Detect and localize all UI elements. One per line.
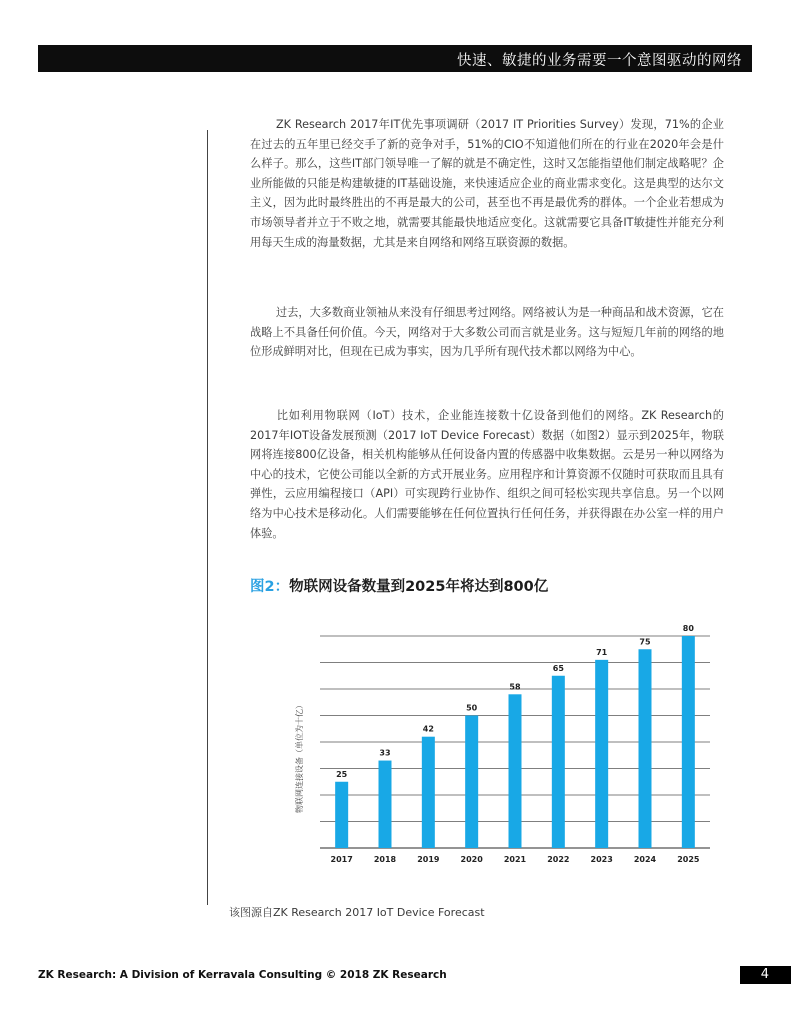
body-paragraph-3	[250, 406, 724, 543]
data-label: 65	[552, 663, 564, 673]
body-paragraph-2	[250, 303, 724, 362]
footer-copyright: ZK Research: A Division of Kerravala Consulting © 2018 ZK Research	[38, 969, 447, 981]
data-label: 42	[422, 724, 434, 734]
page-number: 4	[760, 967, 769, 982]
figure-label: 图2：	[250, 579, 290, 595]
data-label: 50	[466, 703, 478, 713]
page-number-box	[740, 966, 791, 984]
bar	[422, 737, 435, 848]
x-tick-label: 2020	[460, 855, 483, 864]
y-axis-label: 物联网连接设备（单位为十亿）	[295, 701, 304, 813]
data-label: 25	[336, 769, 348, 779]
bar	[552, 676, 565, 848]
bar	[465, 716, 478, 849]
figure-title	[250, 575, 548, 596]
iot-device-bar-chart	[290, 618, 720, 870]
bar	[639, 649, 652, 848]
bar	[509, 694, 522, 848]
x-tick-label: 2018	[373, 855, 397, 864]
x-tick-label: 2024	[633, 855, 657, 864]
x-tick-label: 2017	[330, 855, 353, 864]
paragraph-3-text: 比如利用物联网（IoT）技术，企业能连接数十亿设备到他们的网络。ZK Research的2017年IOT设备发展预测（2017 IoT Device Forecast）数据（如图2）显示到2025年，物联网将连接800亿设备，相关机构能够从任何设备内置的传感器中收集数据。云是另一种以网络为中心的技术，它使公司能以全新的方式开展业务。应用程序和计算资源不仅随时可获取而且具有弹性，云应用编程接口（API）可实现跨行业协作、组织之间可轻松实现共享信息。另一个以网络为中心技术是移动化。人们需要能够在任何位置执行任何任务，并获得跟在办公室一样的用户体验。	[250, 409, 724, 540]
bar	[335, 782, 348, 848]
figure-title-text: 物联网设备数量到2025年将达到800亿	[289, 579, 549, 595]
header-bar	[38, 45, 752, 72]
x-tick-label: 2021	[503, 855, 527, 864]
data-label: 75	[639, 637, 651, 647]
bar	[595, 660, 608, 848]
bar	[682, 636, 695, 848]
data-label: 80	[682, 624, 694, 633]
paragraph-1-text: ZK Research 2017年IT优先事项调研（2017 IT Priorities Survey）发现，71%的企业在过去的五年里已经交手了新的竞争对手，51%的CIO不知道他们所在的行业在2020年会是什么样子。那么，这些IT部门领导唯一了解的就是不确定性，这时又怎能指望他们制定战略呢？企业所能做的只能是构建敏捷的IT基础设施，来快速适应企业的商业需求变化。这是典型的达尔文主义，因为此时最终胜出的不再是最大的公司，甚至也不再是最优秀的群体。一个企业若想成为市场领导者并立于不败之地，就需要其能最快地适应变化。这就需要它具备IT敏捷性并能充分利用每天生成的海量数据，尤其是来自网络和网络互联资源的数据。	[250, 118, 724, 249]
bar	[379, 761, 392, 848]
x-tick-label: 2019	[417, 855, 440, 864]
figure-source: 该图源自ZK Research 2017 IoT Device Forecast	[229, 906, 485, 919]
data-label: 71	[596, 647, 608, 657]
x-tick-label: 2025	[677, 855, 700, 864]
paragraph-2-text: 过去，大多数商业领袖从来没有仔细思考过网络。网络被认为是一种商品和战术资源，它在战略上不具备任何价值。今天，网络对于大多数公司而言就是业务。这与短短几年前的网络的地位形成鲜明对比，但现在已成为事实，因为几乎所有现代技术都以网络为中心。	[250, 306, 724, 359]
data-label: 58	[509, 682, 521, 692]
side-rule-divider	[207, 130, 208, 905]
x-tick-label: 2023	[590, 855, 613, 864]
x-tick-label: 2022	[547, 855, 570, 864]
body-paragraph-1	[250, 115, 724, 252]
header-title: 快速、敏捷的业务需要一个意图驱动的网络	[457, 53, 742, 69]
data-label: 33	[379, 748, 391, 758]
